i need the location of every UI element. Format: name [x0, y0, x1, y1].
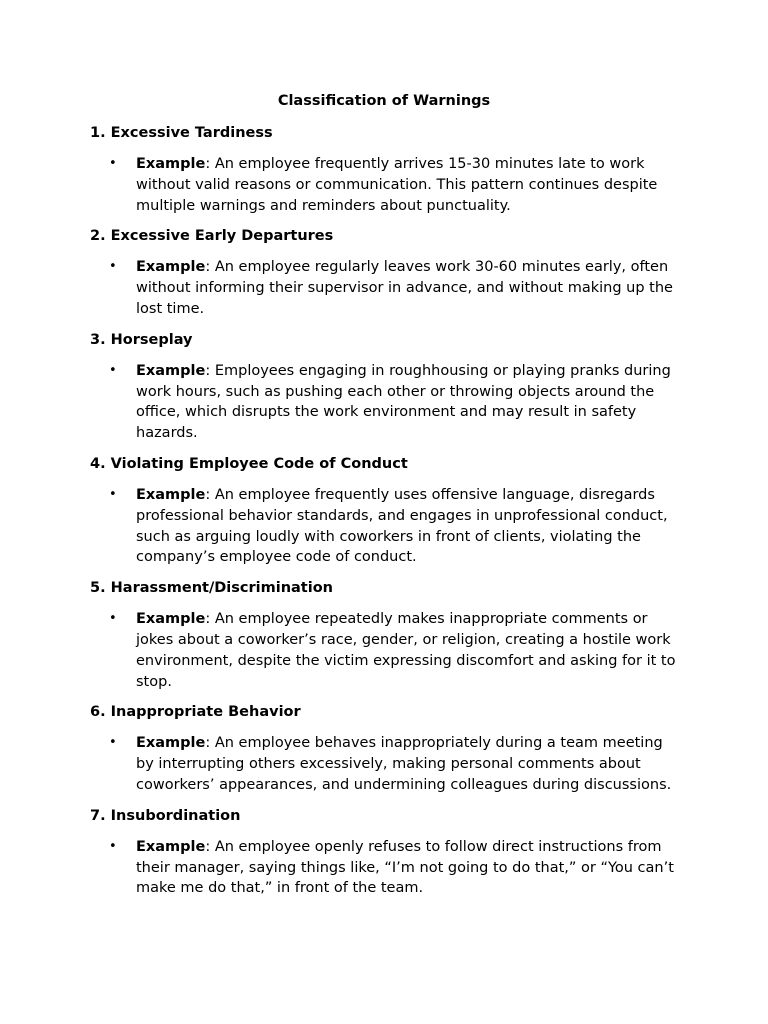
section-heading: 7. Insubordination [90, 807, 241, 824]
example-label: Example [136, 611, 206, 628]
section-heading: 6. Inappropriate Behavior [90, 704, 301, 721]
section-code-of-conduct [90, 454, 690, 568]
section-excessive-tardiness [90, 123, 690, 216]
section-heading: 5. Harassment/Discrimination [90, 580, 333, 597]
bullet-icon: • [109, 362, 117, 378]
section-heading: 3. Horseplay [90, 331, 193, 348]
example-label: Example [136, 838, 206, 855]
section-heading: 4. Violating Employee Code of Conduct [90, 455, 408, 472]
example-text: : An employee frequently uses offensive language, disregards professional behavior standards, and engages in unprofessional conduct, such as arguing loudly with coworkers in front of clients, violating the company’s employee code of conduct. [136, 486, 668, 566]
example-item [90, 485, 682, 568]
example-label: Example [136, 735, 206, 752]
example-text: : An employee behaves inappropriately during a team meeting by interrupting others excessively, making personal comments about coworkers’ appearances, and undermining colleagues during discussions. [136, 735, 672, 793]
bullet-icon: • [109, 838, 117, 854]
section-harassment-discrimination [90, 578, 690, 692]
example-item [90, 257, 682, 319]
example-item [90, 733, 682, 795]
example-label: Example [136, 486, 206, 503]
example-text: : An employee openly refuses to follow direct instructions from their manager, saying things like, “I’m not going to do that,” or “You can’t make me do that,” in front of the team. [136, 838, 674, 897]
example-label: Example [136, 362, 206, 379]
section-inappropriate-behavior [90, 702, 690, 795]
bullet-icon: • [109, 735, 117, 751]
bullet-icon: • [109, 259, 117, 275]
section-heading: 2. Excessive Early Departures [90, 228, 334, 245]
example-item [90, 609, 682, 692]
example-text: : An employee repeatedly makes inappropriate comments or jokes about a coworker’s race, gender, or religion, creating a hostile work environment, despite the victim expressing discomfort and asking for it to stop. [136, 611, 676, 690]
section-heading: 1. Excessive Tardiness [90, 125, 273, 141]
example-label: Example [136, 156, 206, 172]
section-horseplay [90, 330, 690, 444]
bullet-icon: • [109, 486, 117, 502]
section-insubordination [90, 806, 690, 899]
example-text: : An employee regularly leaves work 30-60 minutes early, often without informing their supervisor in advance, and without making up the lost time. [136, 259, 673, 317]
example-item [90, 837, 682, 899]
bullet-icon: • [109, 611, 117, 627]
warning-sections [90, 123, 690, 909]
bullet-icon: • [109, 156, 117, 171]
example-item [90, 154, 682, 216]
section-excessive-early-departures [90, 226, 690, 319]
example-item [90, 361, 682, 444]
page-title: Classification of Warnings [277, 93, 491, 109]
example-text: : Employees engaging in roughhousing or playing pranks during work hours, such as pushing each other or throwing objects around the office, which disrupts the work environment and may result in safety hazards. [136, 362, 671, 442]
example-label: Example [136, 259, 206, 276]
example-text: : An employee frequently arrives 15-30 minutes late to work without valid reasons or communication. This pattern continues despite multiple warnings and reminders about punctuality. [136, 156, 658, 214]
